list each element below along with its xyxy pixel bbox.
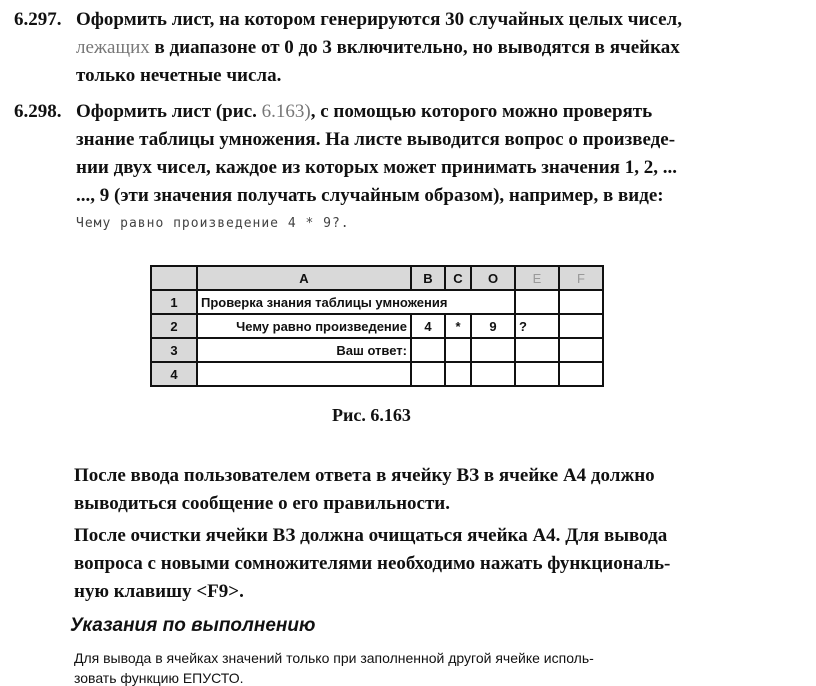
cell-d3 xyxy=(471,338,515,362)
after-paragraph-1 xyxy=(74,462,774,518)
cell-a1: Проверка знания таблицы умножения xyxy=(197,290,515,314)
column-header-b: B xyxy=(411,266,445,290)
cell-a3: Ваш ответ: xyxy=(197,338,411,362)
column-header-a: A xyxy=(197,266,411,290)
task-298-line1 xyxy=(76,98,652,126)
after-paragraph-2 xyxy=(74,522,774,606)
cell-e1 xyxy=(515,290,559,314)
row-header-1: 1 xyxy=(151,290,197,314)
row-header-4: 4 xyxy=(151,362,197,386)
cell-b2: 4 xyxy=(411,314,445,338)
cell-e3 xyxy=(515,338,559,362)
cell-a4 xyxy=(197,362,411,386)
cell-c3 xyxy=(445,338,471,362)
after-p1-line2: выводиться сообщение о его правильности. xyxy=(74,493,450,514)
task-297-line2-rest: в диапазоне от 0 до 3 включительно, но выводятся в ячейках xyxy=(149,37,680,58)
sheet-row-2 xyxy=(151,314,603,338)
cell-f2 xyxy=(559,314,603,338)
task-298-number: 6.298. xyxy=(14,101,62,122)
column-header-f: F xyxy=(559,266,603,290)
task-298-line1a: Оформить лист (рис. xyxy=(76,101,262,122)
cell-f4 xyxy=(559,362,603,386)
after-p1-line1a: После ввода пользователем ответа в ячейку ВЗ в ячейке xyxy=(74,465,563,486)
cell-a2: Чему равно произведение xyxy=(197,314,411,338)
task-297-line2 xyxy=(76,34,680,62)
row-header-2: 2 xyxy=(151,314,197,338)
sheet-row-3 xyxy=(151,338,603,362)
cell-d4 xyxy=(471,362,515,386)
task-298-line2: знание таблицы умножения. На листе выводится вопрос о произведе- xyxy=(76,129,676,150)
task-297-line1: Оформить лист, на котором генерируются 30 случайных целых чисел, xyxy=(76,9,682,30)
cell-c4 xyxy=(445,362,471,386)
cell-d2: 9 xyxy=(471,314,515,338)
after-p2-line3: ную клавишу <F9>. xyxy=(74,581,244,602)
cell-f3 xyxy=(559,338,603,362)
hint-line1: Для вывода в ячейках значений только при заполненной другой ячейке исполь- xyxy=(74,650,594,666)
section-title: Указания по выполнению xyxy=(70,615,316,636)
after-p1-line1 xyxy=(74,462,774,490)
sheet-row-1 xyxy=(151,290,603,314)
after-p2-line1 xyxy=(74,522,774,550)
spreadsheet-figure xyxy=(150,265,604,387)
after-p2-line1a: После очистки ячейки xyxy=(74,525,273,546)
cell-e4 xyxy=(515,362,559,386)
cell-e2: ? xyxy=(515,314,559,338)
cell-c2: * xyxy=(445,314,471,338)
task-298-example: Чему равно произведение 4 * 9?. xyxy=(76,216,350,231)
cell-b4 xyxy=(411,362,445,386)
task-297-line3: только нечетные числа. xyxy=(76,65,282,86)
figure-caption: Рис. 6.163 xyxy=(332,405,411,425)
column-header-o: O xyxy=(471,266,515,290)
after-p2-line2: вопроса с новыми сомножителями необходимо нажать функциональ- xyxy=(74,553,671,574)
task-297-number: 6.297. xyxy=(14,9,62,30)
task-298-line3: нии двух чисел, каждое из которых может принимать значения 1, 2, ... xyxy=(76,157,677,178)
task-298-line4: ..., 9 (эти значения получать случайным образом), например, в виде: xyxy=(76,185,664,206)
cell-f1 xyxy=(559,290,603,314)
hint-line2: зовать функцию ЕПУСТО. xyxy=(74,670,244,686)
after-p2-bold2: А4. xyxy=(532,525,561,546)
cell-b3 xyxy=(411,338,445,362)
after-p1-line1b: должно xyxy=(586,465,655,486)
after-p2-line1b: должна очищаться ячейка xyxy=(295,525,533,546)
task-298-line1b: , с помощью которого можно проверять xyxy=(310,101,653,122)
column-header-e: E xyxy=(515,266,559,290)
after-p1-bold: А4 xyxy=(562,465,587,486)
task-297-gray-word: лежащих xyxy=(76,37,150,58)
figure-reference: 6.163) xyxy=(261,101,311,122)
column-header-c: C xyxy=(445,266,471,290)
column-header-row xyxy=(151,266,603,290)
sheet-corner xyxy=(151,266,197,290)
after-p2-line1c: Для вывода xyxy=(560,525,668,546)
after-p2-bold1: ВЗ xyxy=(272,525,296,546)
sheet-row-4 xyxy=(151,362,603,386)
row-header-3: 3 xyxy=(151,338,197,362)
